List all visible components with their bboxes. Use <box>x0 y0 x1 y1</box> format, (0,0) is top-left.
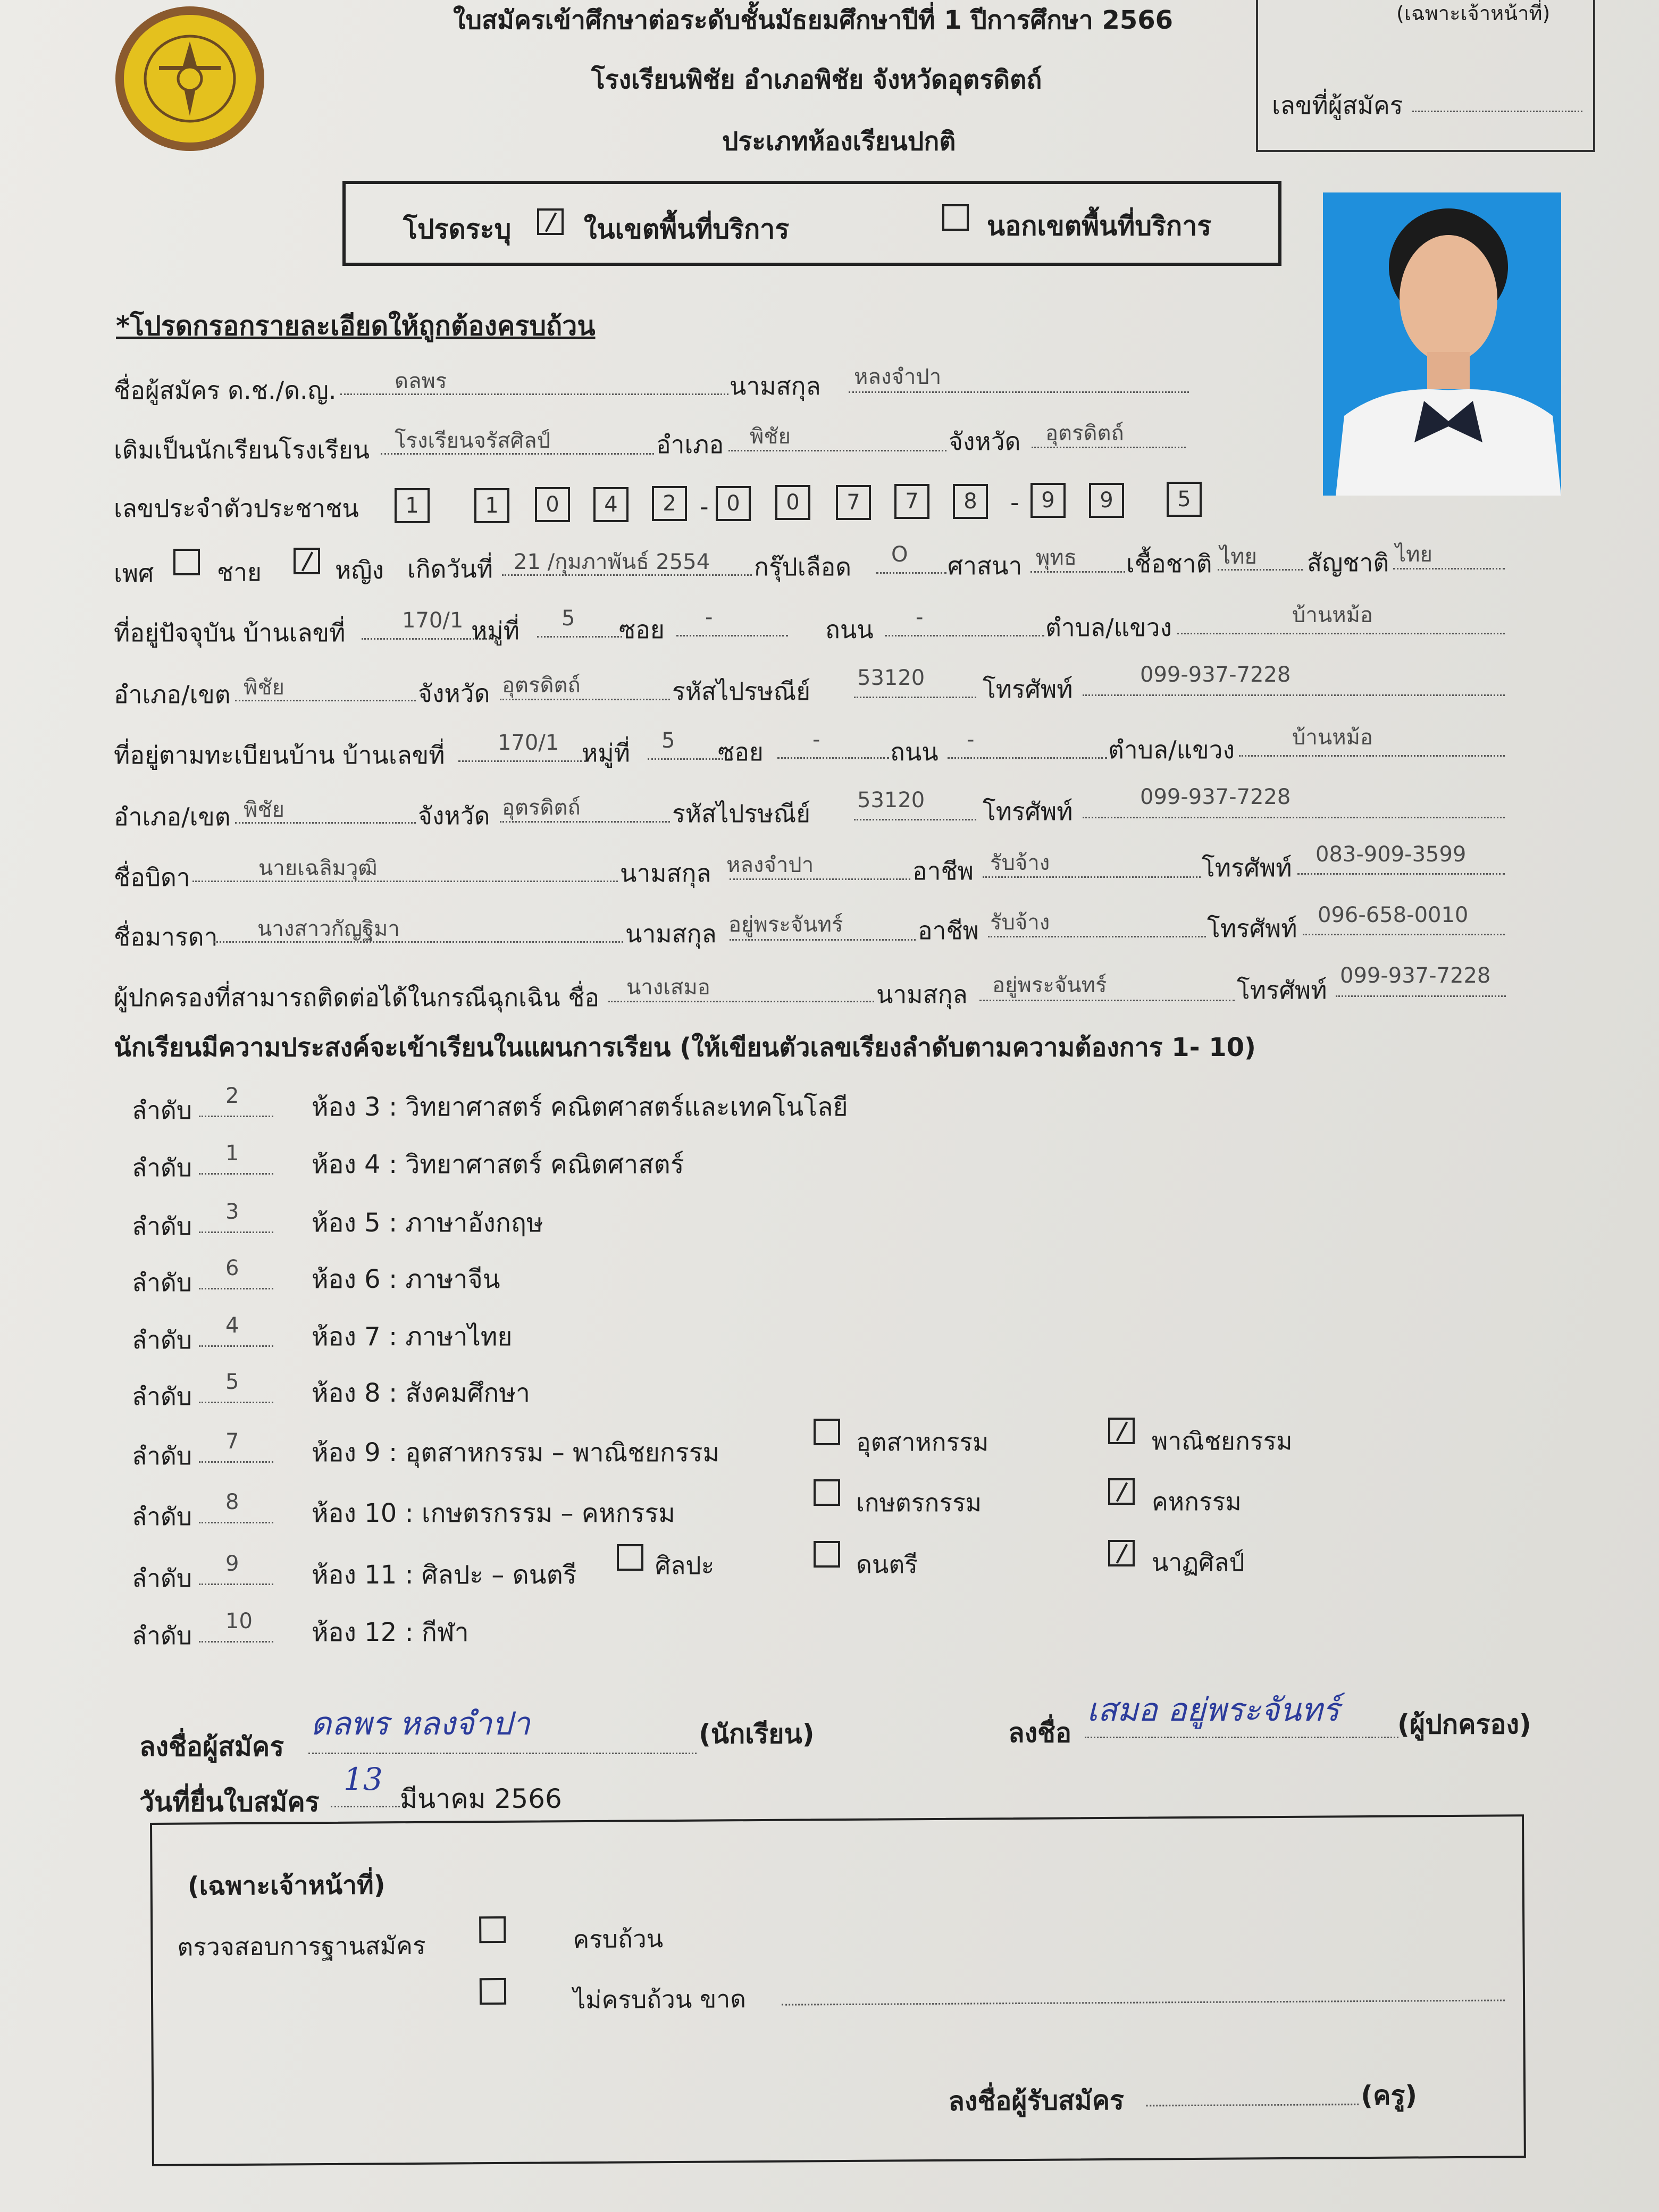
blood-field[interactable] <box>876 551 946 574</box>
race-value: ไทย <box>1220 544 1257 569</box>
soi-label: ซอย <box>718 738 764 766</box>
zone-box <box>342 181 1281 266</box>
first-name-value: ดลพร <box>395 369 447 393</box>
guardian-sign-label: ลงชื่อ <box>1008 1717 1072 1748</box>
national-id-digit[interactable]: 8 <box>953 484 988 519</box>
order-label: ลำดับ <box>132 1564 192 1593</box>
form-title: ใบสมัครเข้าศึกษาต่อระดับชั้นมัธยมศึกษาปีที่ 1 ปีการศึกษา 2566 <box>453 5 1174 35</box>
home-economics-checkbox[interactable] <box>1108 1478 1135 1505</box>
phone-value: 099-937-7228 <box>1140 663 1291 687</box>
guardian-phone-label: โทรศัพท์ <box>1237 976 1327 1004</box>
subdistrict-value: บ้านหม้อ <box>1292 603 1373 627</box>
agriculture-label: เกษตรกรรม <box>856 1488 982 1517</box>
road-value: - <box>967 727 975 752</box>
nationality-value: ไทย <box>1395 542 1432 567</box>
soi-field[interactable] <box>777 736 889 759</box>
room-label: ห้อง 11 : ศิลปะ – ดนตรี <box>312 1560 577 1590</box>
commerce-label: พาณิชยกรรม <box>1152 1427 1293 1455</box>
art-label: ศิลปะ <box>655 1551 715 1580</box>
moo-label: หมู่ที่ <box>582 739 630 767</box>
father-phone-value: 083-909-3599 <box>1316 842 1467 867</box>
submit-day: 13 <box>343 1761 383 1797</box>
guardian-phone-value: 099-937-7228 <box>1340 963 1491 988</box>
school-name: โรงเรียนพิชัย อำเภอพิชัย จังหวัดอุตรดิตถ์ <box>591 65 1042 95</box>
classroom-type: ประเภทห้องเรียนปกติ <box>722 127 956 156</box>
complete-checkbox[interactable] <box>479 1916 506 1943</box>
dance-label: นาฏศิลป์ <box>1152 1548 1245 1577</box>
applicant-no-label: เลขที่ผู้สมัคร <box>1272 91 1403 120</box>
province-label: จังหวัด <box>418 801 490 830</box>
national-id-digit[interactable]: 1 <box>395 488 430 523</box>
missing-docs-field[interactable] <box>782 1978 1505 2005</box>
in-zone-checkbox[interactable] <box>537 208 564 235</box>
room-label: ห้อง 3 : วิทยาศาสตร์ คณิตศาสตร์และเทคโนโลยี <box>312 1092 848 1122</box>
soi-value: - <box>812 727 820 752</box>
moo-value: 5 <box>562 606 575 631</box>
prior-school-value: โรงเรียนจรัสศิลป์ <box>395 429 551 453</box>
mother-job-label: อาชีพ <box>918 916 979 945</box>
instruction: *โปรดกรอกรายละเอียดให้ถูกต้องครบถ้วน <box>116 311 596 341</box>
incomplete-checkbox[interactable] <box>480 1978 506 2005</box>
national-id-digit[interactable]: 0 <box>535 487 570 522</box>
race-label: เชื้อชาติ <box>1126 549 1212 578</box>
female-checkbox[interactable] <box>294 548 320 574</box>
rank-value: 2 <box>225 1084 239 1108</box>
art-checkbox[interactable] <box>617 1544 643 1571</box>
province-value: อุตรดิตถ์ <box>502 795 581 820</box>
father-job-label: อาชีพ <box>912 857 974 885</box>
office-use-box <box>1256 0 1595 152</box>
order-label: ลำดับ <box>132 1502 192 1531</box>
applicant-sign-label: ลงชื่อผู้สมัคร <box>139 1731 284 1762</box>
postcode-value: 53120 <box>857 788 925 812</box>
female-label: หญิง <box>335 556 384 584</box>
mother-surname-value: อยู่พระจันทร์ <box>728 912 843 937</box>
id-separator: - <box>700 492 709 521</box>
room-label: ห้อง 4 : วิทยาศาสตร์ คณิตศาสตร์ <box>312 1150 684 1179</box>
guardian-label: ผู้ปกครองที่สามารถติดต่อได้ในกรณีฉุกเฉิน ชื่อ <box>114 983 600 1012</box>
room-label: ห้อง 12 : กีฬา <box>312 1618 469 1647</box>
mother-job-value: รับจ้าง <box>990 910 1050 935</box>
verify-label: ตรวจสอบการฐานสมัคร <box>177 1931 426 1962</box>
order-label: ลำดับ <box>132 1326 192 1354</box>
prior-province-label: จังหวัด <box>949 427 1021 456</box>
moo-label: หมู่ที่ <box>471 616 520 645</box>
submit-date-label: วันที่ยื่นใบสมัคร <box>139 1787 320 1817</box>
commerce-checkbox[interactable] <box>1108 1418 1135 1444</box>
applicant-role: (นักเรียน) <box>699 1719 815 1749</box>
blood-label: กรุ๊ปเลือด <box>754 552 852 581</box>
room-label: ห้อง 6 : ภาษาจีน <box>312 1264 500 1294</box>
national-id-digit[interactable]: 9 <box>1089 483 1124 518</box>
birth-label: เกิดวันที่ <box>407 555 493 583</box>
prior-school-label: เดิมเป็นนักเรียนโรงเรียน <box>114 435 370 464</box>
subdistrict-label: ตำบล/แขวง <box>1045 613 1172 642</box>
room-label: ห้อง 9 : อุตสาหกรรม – พาณิชยกรรม <box>312 1438 720 1468</box>
province-label: จังหวัด <box>418 679 490 708</box>
rank-value: 10 <box>225 1609 253 1633</box>
mother-label: ชื่อมารดา <box>114 923 218 951</box>
father-job-value: รับจ้าง <box>990 851 1050 875</box>
incomplete-label: ไม่ครบถ้วน ขาด <box>573 1984 747 2015</box>
phone-label: โทรศัพท์ <box>983 797 1073 826</box>
submit-month-year: มีนาคม 2566 <box>400 1783 562 1814</box>
district-value: พิชัย <box>244 675 284 700</box>
prior-province-value: อุตรดิตถ์ <box>1045 421 1124 446</box>
order-label: ลำดับ <box>132 1442 192 1470</box>
national-id-digit[interactable]: 2 <box>652 486 687 521</box>
province-value: อุตรดิตถ์ <box>502 673 581 698</box>
order-label: ลำดับ <box>132 1212 192 1241</box>
room-label: ห้อง 10 : เกษตรกรรม – คหกรรม <box>312 1498 675 1528</box>
rank-value: 3 <box>225 1200 239 1224</box>
order-label: ลำดับ <box>132 1382 192 1411</box>
rank-value: 7 <box>225 1429 239 1454</box>
preferences-heading: นักเรียนมีความประสงค์จะเข้าเรียนในแผนการเรียน (ให้เขียนตัวเลขเรียงลำดับตามความต้องการ 1- 10) <box>114 1033 1256 1062</box>
prior-district-value: พิชัย <box>750 424 791 449</box>
student-photo <box>1323 192 1561 496</box>
national-id-digit[interactable]: 0 <box>775 485 810 520</box>
soi-value: - <box>705 605 713 630</box>
father-surname-label: นามสกุล <box>620 859 711 887</box>
national-id-label: เลขประจำตัวประชาชน <box>114 494 359 523</box>
music-checkbox[interactable] <box>814 1541 840 1568</box>
birth-date-value: 21 /กุมภาพันธ์ 2554 <box>514 550 710 574</box>
office-title: (เฉพาะเจ้าหน้าที่) <box>187 1870 386 1901</box>
rank-value: 4 <box>225 1313 239 1338</box>
road-label: ถนน <box>825 615 874 644</box>
guardian-role: (ผู้ปกครอง) <box>1397 1709 1531 1740</box>
national-id-digit[interactable]: 1 <box>474 488 509 523</box>
sex-label: เพศ <box>114 559 154 588</box>
national-id-digit[interactable]: 7 <box>894 484 929 519</box>
prior-district-label: อำเภอ <box>656 430 724 459</box>
subdistrict-label: ตำบล/แขวง <box>1108 735 1235 764</box>
zone-prefix: โปรดระบุ <box>403 214 512 245</box>
national-id-digit[interactable]: 7 <box>836 485 871 520</box>
room-label: ห้อง 5 : ภาษาอังกฤษ <box>312 1208 543 1238</box>
rank-value: 1 <box>225 1141 239 1166</box>
surname-label: นามสกุล <box>730 372 821 400</box>
national-id-digit[interactable]: 4 <box>593 487 629 522</box>
postcode-label: รหัสไปรษณีย์ <box>672 799 811 828</box>
house-no-label: ที่อยู่ตามทะเบียนบ้าน บ้านเลขที่ <box>114 741 445 769</box>
agriculture-checkbox[interactable] <box>814 1479 840 1506</box>
mother-phone-value: 096-658-0010 <box>1318 903 1469 927</box>
postcode-value: 53120 <box>857 666 925 690</box>
room-label: ห้อง 7 : ภาษาไทย <box>312 1322 513 1352</box>
road-field[interactable] <box>885 614 1044 636</box>
father-name-value: นายเฉลิมวุฒิ <box>258 856 378 881</box>
father-name-field[interactable] <box>192 859 618 882</box>
blood-value: O <box>891 542 908 567</box>
national-id-digit[interactable]: 5 <box>1167 482 1202 517</box>
music-label: ดนตรี <box>856 1550 918 1579</box>
house-no-value: 170/1 <box>498 731 559 755</box>
religion-label: ศาสนา <box>948 551 1023 580</box>
order-label: ลำดับ <box>132 1153 192 1182</box>
complete-label: ครบถ้วน <box>573 1924 664 1954</box>
soi-label: ซอย <box>619 615 665 644</box>
postcode-label: รหัสไปรษณีย์ <box>672 677 811 706</box>
industry-checkbox[interactable] <box>814 1419 840 1445</box>
guardian-name-value: นางเสมอ <box>626 975 710 1000</box>
mother-surname-label: นามสกุล <box>625 919 717 948</box>
moo-field[interactable] <box>537 615 622 638</box>
rank-value: 5 <box>225 1370 239 1394</box>
applicant-signature: ดลพร หลงจำปา <box>311 1705 530 1742</box>
surname-value: หลงจำปา <box>854 365 942 389</box>
order-label: ลำดับ <box>132 1268 192 1297</box>
rank-value: 6 <box>225 1256 239 1280</box>
moo-value: 5 <box>661 728 675 753</box>
dance-checkbox[interactable] <box>1108 1540 1135 1566</box>
road-value: - <box>916 605 924 630</box>
district-value: พิชัย <box>244 798 284 822</box>
national-id-digit[interactable]: 9 <box>1030 483 1066 518</box>
subdistrict-value: บ้านหม้อ <box>1292 725 1373 750</box>
father-label: ชื่อบิดา <box>114 863 190 892</box>
rank-value: 8 <box>225 1490 239 1514</box>
room-label: ห้อง 8 : สังคมศึกษา <box>312 1378 530 1408</box>
out-zone-checkbox[interactable] <box>942 204 969 231</box>
office-box-label: (เฉพาะเจ้าหน้าที่) <box>1396 2 1551 25</box>
office-verification-box <box>150 1814 1526 2166</box>
receiver-sign-label: ลงชื่อผู้รับสมัคร <box>948 2084 1125 2117</box>
religion-value: พุทธ <box>1036 546 1077 570</box>
school-logo <box>114 4 266 153</box>
home-economics-label: คหกรรม <box>1152 1487 1242 1516</box>
district-label: อำเภอ/เขต <box>114 680 231 709</box>
national-id-digit[interactable]: 0 <box>716 486 751 521</box>
house-no-label: ที่อยู่ปัจจุบัน บ้านเลขที่ <box>114 618 346 647</box>
guardian-surname-label: นามสกุล <box>876 980 968 1009</box>
guardian-surname-value: อยู่พระจันทร์ <box>992 973 1107 998</box>
male-label: ชาย <box>217 558 262 586</box>
phone-value: 099-937-7228 <box>1140 785 1291 809</box>
receiver-role: (ครู) <box>1360 2080 1418 2112</box>
soi-field[interactable] <box>676 614 788 636</box>
applicant-no-field[interactable] <box>1412 89 1582 112</box>
father-surname-value: หลงจำปา <box>726 853 814 877</box>
rank-value: 9 <box>225 1552 239 1576</box>
order-label: ลำดับ <box>132 1096 192 1125</box>
guardian-signature: เสมอ อยู่พระจันทร์ <box>1087 1691 1339 1729</box>
phone-label: โทรศัพท์ <box>983 675 1073 703</box>
nationality-label: สัญชาติ <box>1307 548 1389 577</box>
district-label: อำเภอ/เขต <box>114 802 231 831</box>
applicant-name-label: ชื่อผู้สมัคร ด.ช./ด.ญ. <box>114 376 337 405</box>
in-zone-label: ในเขตพื้นที่บริการ <box>584 214 790 245</box>
road-label: ถนน <box>890 738 939 766</box>
order-label: ลำดับ <box>132 1621 192 1650</box>
id-separator: - <box>1010 488 1019 517</box>
mother-name-value: นางสาวกัญฐิมา <box>257 917 400 941</box>
father-phone-label: โทรศัพท์ <box>1202 853 1292 882</box>
male-checkbox[interactable] <box>173 549 200 575</box>
mother-phone-label: โทรศัพท์ <box>1207 914 1297 943</box>
house-no-value: 170/1 <box>402 608 464 633</box>
industry-label: อุตสาหกรรม <box>856 1428 989 1456</box>
receiver-sign-field[interactable] <box>1146 2082 1359 2106</box>
out-zone-label: นอกเขตพื้นที่บริการ <box>987 211 1212 241</box>
